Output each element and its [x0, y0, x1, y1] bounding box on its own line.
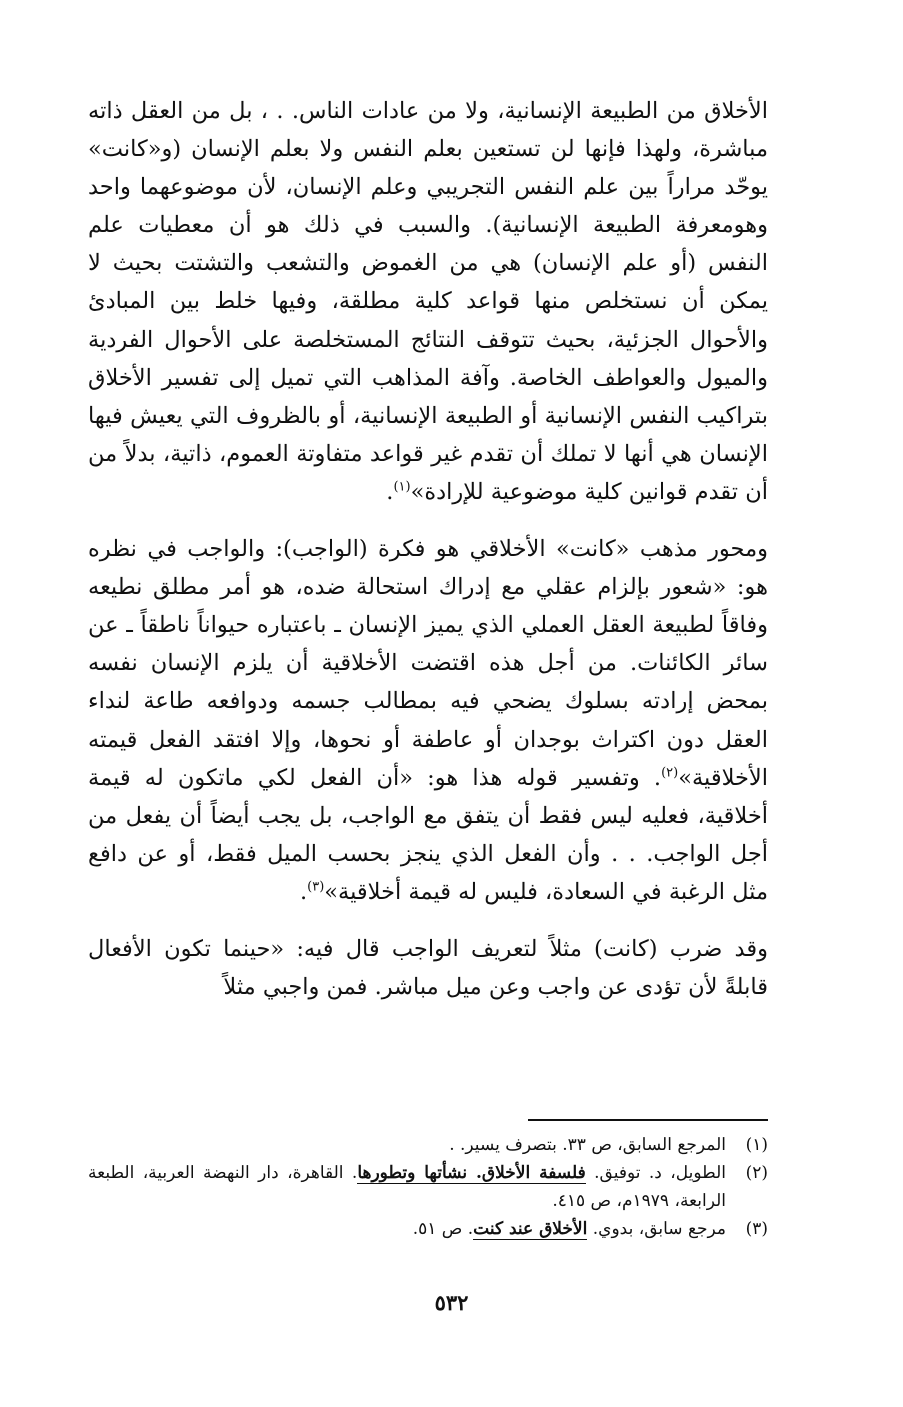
paragraph-2-middle: . وتفسير قوله هذا هو: «أن الفعل لكي ماتكون له قيمة أخلاقية، فعليه ليس فقط أن يتفق مع الواجب، بل يجب أيضاً أن يفعل من أجل الواجب. . . وأن الفعل الذي ينجز بحسب الميل فقط، أو عن دافع مثل الرغبة في السعادة، فليس له قيمة أخلاقية»	[88, 764, 768, 905]
footnote-2	[88, 1159, 768, 1215]
footnote-ref-1: (١)	[393, 479, 411, 495]
book-title: فلسفة الأخلاق. نشأتها وتطورها	[357, 1163, 586, 1183]
footnote-3	[88, 1215, 768, 1243]
paragraph-1	[88, 92, 768, 511]
paragraph-1-tail: .	[386, 478, 394, 505]
footnote-separator	[528, 1119, 768, 1121]
main-text	[88, 92, 768, 1006]
paragraph-2	[88, 530, 768, 911]
footnote-citation: المرجع السابق، ص ٣٣. بتصرف يسير. .	[449, 1135, 726, 1155]
footnote-number: (٢)	[745, 1163, 768, 1183]
book-title: الأخلاق عند كنت	[473, 1219, 588, 1239]
paragraph-3	[88, 930, 768, 1006]
footnote-text	[88, 1159, 726, 1215]
footnote-number: (٣)	[745, 1219, 768, 1239]
footnote-1	[88, 1131, 768, 1159]
footnotes	[88, 1131, 768, 1243]
paragraph-3-text: وقد ضرب (كانت) مثلاً لتعريف الواجب قال فيه: «حينما تكون الأفعال قابلةً لأن تؤدى عن واجب وعن ميل مباشر. فمن واجبي مثلاً	[88, 935, 768, 1001]
page-number: ٥٣٢	[434, 1290, 469, 1315]
footnote-number: (١)	[745, 1135, 768, 1155]
paragraph-2-text: ومحور مذهب «كانت» الأخلاقي هو فكرة (الواجب): والواجب في نظره هو: «شعور بإلزام عقلي مع إدراك استحالة ضده، هو أمر مطلق نطيعه وفاقاً لطبيعة العقل العملي الذي يميز الإنسان ـ باعتباره حيواناً ناطقاً ـ عن سائر الكائنات. من أجل هذه اقتضت الأخلاقية أن يلزم الإنسان نفسه بمحض إرادته بسلوك يضحي فيه بمطالب جسمه ودوافعه طاعة لنداء العقل دون اكتراث بوجدان أو عاطفة أو نحوها، وإلا افتقد الفعل قيمته الأخلاقية»	[88, 536, 768, 791]
footnote-text	[88, 1215, 726, 1243]
footnote-ref-3: (٣)	[307, 879, 325, 895]
footnote-publication: . القاهرة، دار النهضة العربية، الطبعة الرابعة، ١٩٧٩م، ص ٤١٥.	[88, 1163, 726, 1211]
footnote-ref-2: (٢)	[661, 765, 679, 781]
paragraph-1-text: الأخلاق من الطبيعة الإنسانية، ولا من عادات الناس. . ، بل من العقل ذاته مباشرة، ولهذا فإنها لن تستعين بعلم النفس ولا بعلم الإنسان (و«كانت» يوحّد مراراً بين علم النفس التجريبي وعلم الإنسان، لأن موضوعهما واحد وهومعرفة الطبيعة الإنسانية). والسبب في ذلك هو أن معطيات علم النفس (أو علم الإنسان) هي من الغموض والتشعب والتشتت بحيث لا يمكن أن نستخلص منها قواعد كلية مطلقة، وفيها خلط بين المبادئ والأحوال الجزئية، بحيث تتوقف النتائج المستخلصة على الأحوال الفردية والميول والعواطف الخاصة. وآفة المذاهب التي تميل إلى تفسير الأخلاق بتراكيب النفس الإنسانية أو الطبيعة الإنسانية، أو بالظروف التي يعيش فيها الإنسان هي أنها لا تملك أن تقدم غير قواعد متفاوتة العموم، ذاتية، بدلاً من أن تقدم قوانين كلية موضوعية للإرادة»	[88, 98, 768, 505]
footnote-text	[88, 1131, 726, 1159]
paragraph-2-tail: .	[299, 878, 308, 905]
footnote-author: مرجع سابق، بدوي.	[592, 1219, 726, 1239]
footnote-publication: . ص ٥١.	[412, 1219, 474, 1239]
footnote-author: الطويل، د. توفيق.	[594, 1163, 726, 1183]
